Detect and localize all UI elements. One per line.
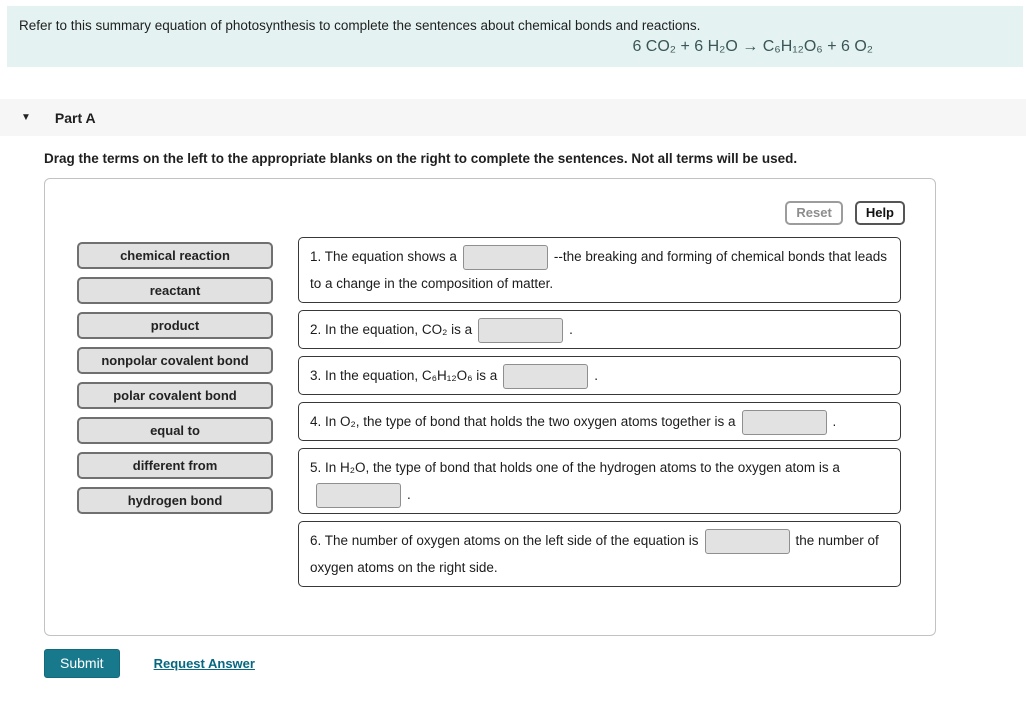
sentence-6-before: 6. The number of oxygen atoms on the left side of the equation is <box>310 533 699 548</box>
intro-text: Refer to this summary equation of photosynthesis to complete the sentences about chemical bonds and reactions. <box>19 18 701 33</box>
term-equal-to[interactable]: equal to <box>77 417 273 444</box>
sentence-4-before: 4. In O₂, the type of bond that holds the two oxygen atoms together is a <box>310 414 736 429</box>
collapse-triangle-icon[interactable]: ▼ <box>21 111 31 123</box>
submit-button[interactable]: Submit <box>44 649 120 678</box>
sentence-4-blank[interactable] <box>742 410 827 435</box>
sentence-6-blank[interactable] <box>705 529 790 554</box>
activity-toolbar <box>45 179 935 225</box>
sentence-3-before: 3. In the equation, C₆H₁₂O₆ is a <box>310 368 498 383</box>
sentence-5-before: 5. In H₂O, the type of bond that holds one of the hydrogen atoms to the oxygen atom is a <box>310 460 840 475</box>
sentence-4-after: . <box>832 414 837 429</box>
term-product[interactable]: product <box>77 312 273 339</box>
term-polar-covalent-bond[interactable]: polar covalent bond <box>77 382 273 409</box>
sentence-5-after: . <box>407 487 411 502</box>
sentence-1-before: 1. The equation shows a <box>310 249 457 264</box>
photosynthesis-equation: 6 CO₂ + 6 H₂O → C₆H₁₂O₆ + 6 O₂ <box>632 38 873 55</box>
part-a-header[interactable] <box>0 99 1026 136</box>
footer-actions <box>44 649 1026 678</box>
term-different-from[interactable]: different from <box>77 452 273 479</box>
part-a-label: Part A <box>54 109 96 126</box>
intro-banner <box>7 6 1023 67</box>
sentence-3 <box>298 356 901 395</box>
sentence-3-blank[interactable] <box>503 364 588 389</box>
sentence-3-after: . <box>594 368 599 383</box>
term-hydrogen-bond[interactable]: hydrogen bond <box>77 487 273 514</box>
reset-button[interactable]: Reset <box>785 201 842 225</box>
term-nonpolar-covalent-bond[interactable]: nonpolar covalent bond <box>77 347 273 374</box>
sentences-list <box>298 237 901 594</box>
sentence-6 <box>298 521 901 587</box>
sentence-2-after: . <box>569 322 573 337</box>
drag-drop-instruction: Drag the terms on the left to the appropriate blanks on the right to complete the sentences. Not all terms will be used. <box>44 151 798 166</box>
term-reactant[interactable]: reactant <box>77 277 273 304</box>
help-button[interactable]: Help <box>855 201 905 225</box>
request-answer-link[interactable]: Request Answer <box>153 656 255 671</box>
sentence-1 <box>298 237 901 303</box>
terms-bank <box>77 237 273 594</box>
activity-body <box>45 237 935 594</box>
drag-drop-activity <box>44 178 936 636</box>
sentence-5 <box>298 448 901 514</box>
sentence-2-before: 2. In the equation, CO₂ is a <box>310 322 473 337</box>
sentence-2 <box>298 310 901 349</box>
sentence-5-blank[interactable] <box>316 483 401 508</box>
sentence-6-after: the number of oxygen atoms on the right side. <box>310 533 879 575</box>
sentence-4 <box>298 402 901 441</box>
sentence-2-blank[interactable] <box>478 318 563 343</box>
term-chemical-reaction[interactable]: chemical reaction <box>77 242 273 269</box>
sentence-1-after: --the breaking and forming of chemical bonds that leads to a change in the composition of matter. <box>310 249 888 291</box>
sentence-1-blank[interactable] <box>463 245 548 270</box>
